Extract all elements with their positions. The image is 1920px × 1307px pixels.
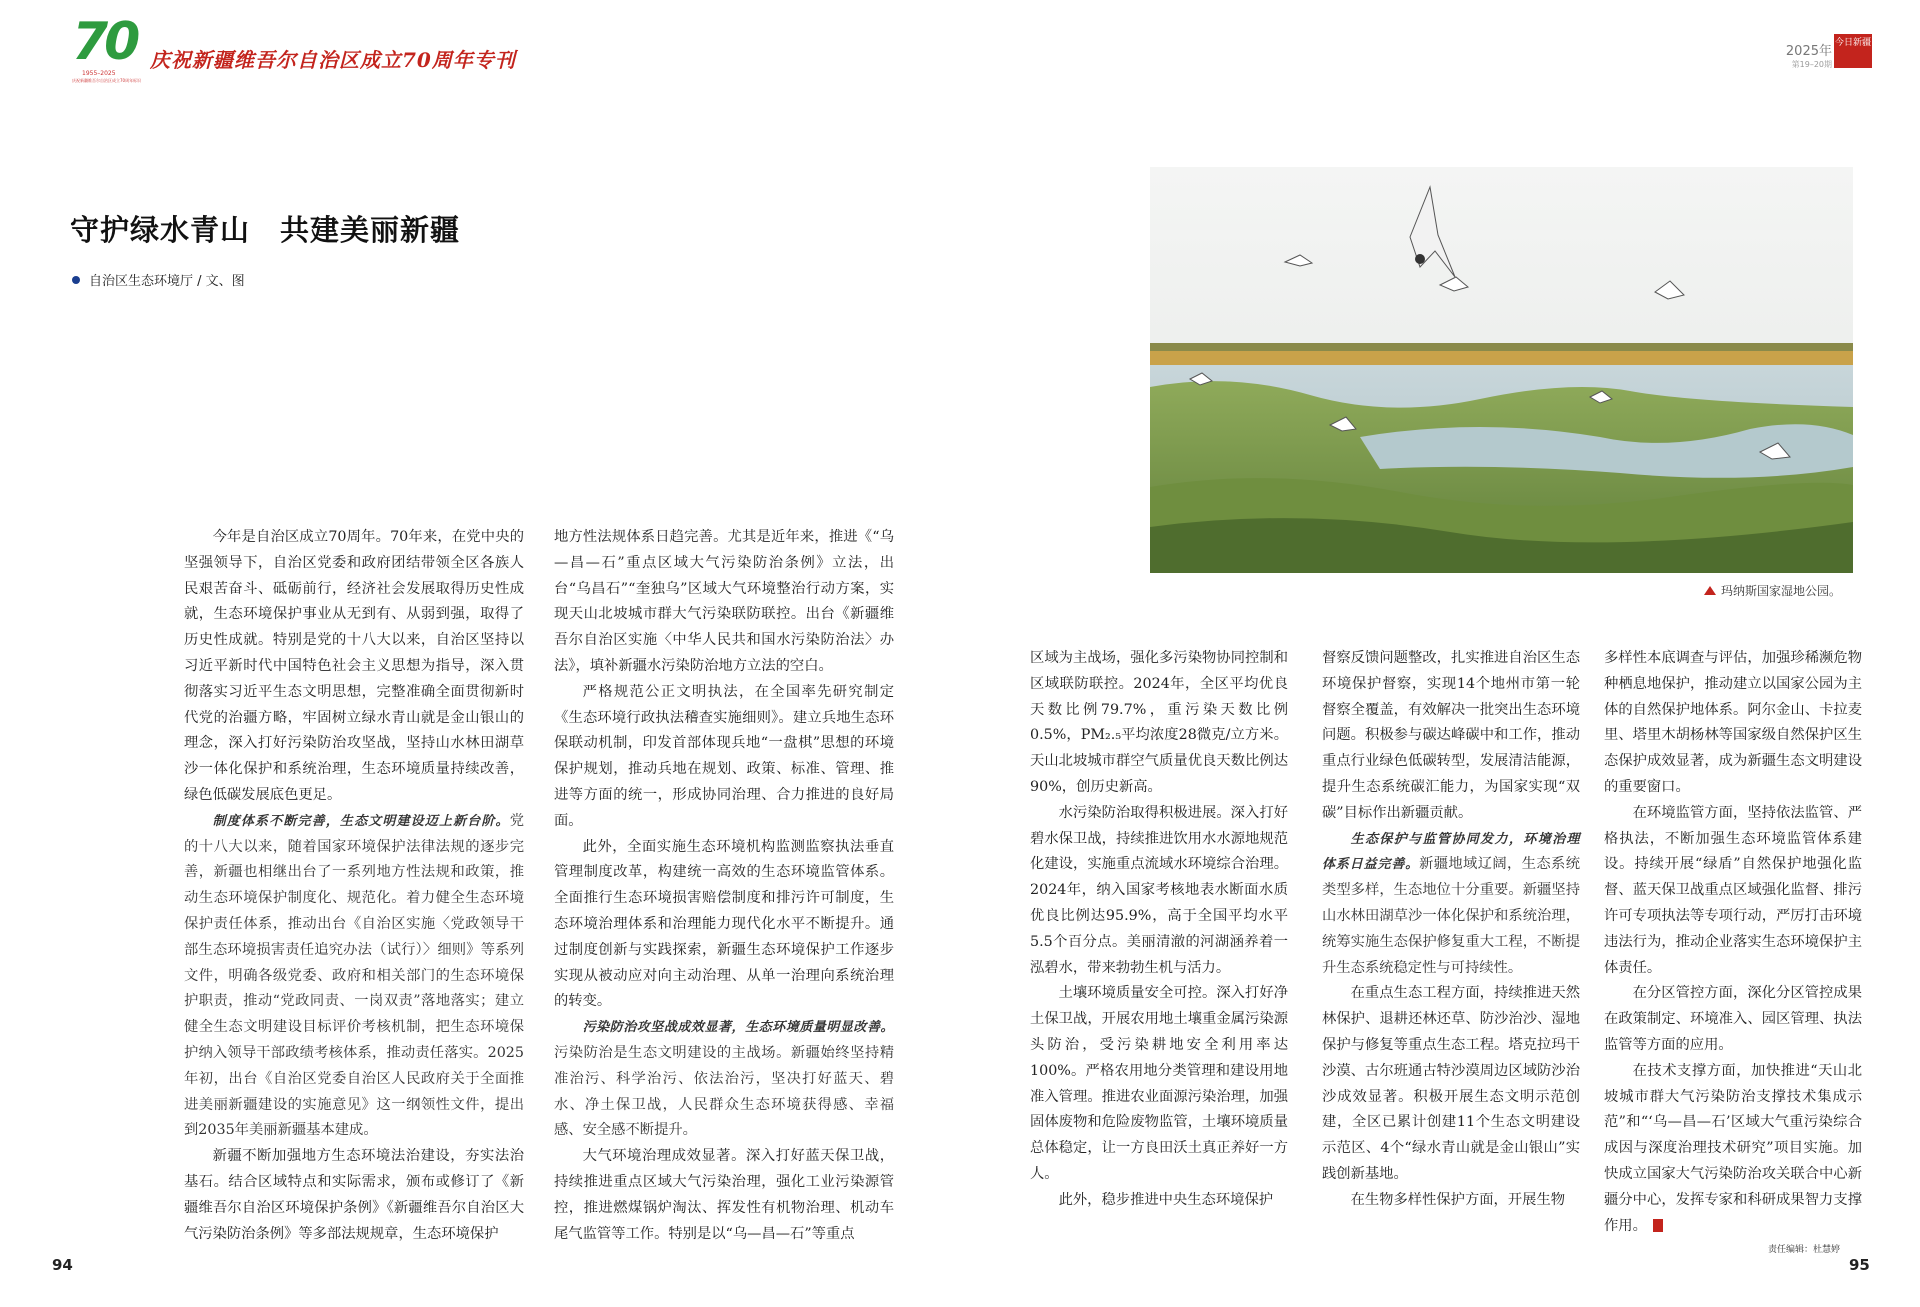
paragraph	[1604, 1059, 1862, 1240]
paragraph-text: 督察反馈问题整改，扎实推进自治区生态环境保护督察，实现14个地州市第一轮督察全覆盖，有效解决一批突出生态环境问题。积极参与碳达峰碳中和工作，推动重点行业绿色低碳转型，发展清洁能源，提升生态系统碳汇能力，为国家实现“双碳”目标作出新疆贡献。	[1322, 650, 1580, 821]
section-subheading: 生态保护与监管协同发力，环境治理体系日益完善。	[1322, 831, 1580, 873]
paragraph	[1030, 801, 1288, 982]
paragraph	[184, 525, 524, 809]
paragraph-text: 土壤环境质量安全可控。深入打好净土保卫战，开展农用地土壤重金属污染源头防治，受污染耕地安全利用率达100%。严格农用地分类管理和建设用地准入管理。推进农业面源污染治理，加强固体废物和危险废物监管，土壤环境质量总体稳定，让一方良田沃土真正养好一方人。	[1030, 985, 1288, 1182]
paragraph	[1030, 981, 1288, 1187]
page-number-left: 94	[52, 1256, 73, 1274]
photo-caption-text: 玛纳斯国家湿地公园。	[1721, 584, 1842, 598]
paragraph	[554, 835, 894, 1016]
photo-caption	[1704, 582, 1841, 599]
paragraph	[1322, 981, 1580, 1187]
text-column-5	[1604, 646, 1862, 1239]
paragraph-text: 新疆地域辽阔，生态系统类型多样，生态地位十分重要。新疆坚持山水林田湖草沙一体化保护和系统治理，统筹实施生态保护修复重大工程，不断提升生态系统稳定性与可持续性。	[1322, 856, 1580, 976]
paragraph	[1322, 1188, 1580, 1214]
logo-years: 1955–2025	[82, 70, 116, 77]
paragraph	[1322, 827, 1580, 982]
logo-number: 70	[72, 12, 137, 72]
responsible-editor: 责任编辑：杜慧婷	[1768, 1245, 1841, 1255]
logo-caption: 庆祝新疆维吾尔自治区成立70周年标识	[72, 78, 142, 83]
paragraph-text: 严格规范公正文明执法，在全国率先研究制定《生态环境行政执法稽查实施细则》。建立兵地生态环保联动机制，印发首部体现兵地“一盘棋”思想的环境保护规划，推动兵地在规划、政策、标准、管理、推进等方面的统一，形成协同治理、合力推进的良好局面。	[554, 683, 894, 829]
paragraph-text: 今年是自治区成立70周年。70年来，在党中央的坚强领导下，自治区党委和政府团结带领全区各族人民艰苦奋斗、砥砺前行，经济社会发展取得历史性成就，生态环境保护事业从无到有、从弱到强，取得了历史性成就。特别是党的十八大以来，自治区坚持以习近平新时代中国特色社会主义思想为指导，深入贯彻落实习近平生态文明思想，完整准确全面贯彻新时代党的治疆方略，牢固树立绿水青山就是金山银山的理念，深入打好污染防治攻坚战，坚持山水林田湖草沙一体化保护和系统治理，生态环境质量持续改善，绿色低碳发展底色更足。	[184, 529, 524, 803]
text-column-1	[184, 525, 524, 1247]
paragraph	[184, 809, 524, 1144]
paragraph-text: 在技术支撑方面，加快推进“天山北坡城市群大气污染防治支撑技术集成示范”和“‘乌—昌—石’区域大气重污染综合成因与深度治理技术研究”项目实施。加快成立国家大气污染防治攻关联合中心新疆分中心，发挥专家和科研成果智力支撑作用。	[1604, 1062, 1862, 1234]
article-title: 守护绿水青山 共建美丽新疆	[70, 213, 461, 247]
paragraph-text: 区域为主战场，强化多污染物协同控制和区域联防联控。2024年，全区平均优良天数比例79.7%，重污染天数比例0.5%，PM₂.₅平均浓度28微克/立方米。天山北坡城市群空气质量优良天数比例达90%，创历史新高。	[1030, 650, 1288, 795]
paragraph	[1030, 646, 1288, 801]
bullet-icon	[72, 276, 80, 284]
paragraph-text: 水污染防治取得积极进展。深入打好碧水保卫战，持续推进饮用水水源地规范化建设，实施重点流域水环境综合治理。2024年，纳入国家考核地表水断面水质优良比例达95.9%，高于全国平均水平5.5个百分点。美丽清澈的河湖涵养着一泓碧水，带来勃勃生机与活力。	[1030, 804, 1288, 976]
paragraph	[1604, 981, 1862, 1058]
paragraph	[554, 1144, 894, 1247]
issue-volume: 第19–20期	[1791, 60, 1832, 69]
text-column-3	[1030, 646, 1288, 1214]
byline	[72, 270, 245, 289]
paragraph	[1604, 646, 1862, 801]
paragraph-text: 地方性法规体系日趋完善。尤其是近年来，推进《“乌—昌—石”重点区域大气污染防治条例》立法，出台“乌昌石”“奎独乌”区域大气环境整治行动方案，实现天山北坡城市群大气污染联防联控。出台《新疆维吾尔自治区实施〈中华人民共和国水污染防治法〉办法》，填补新疆水污染防治地方立法的空白。	[554, 529, 894, 674]
masthead: 庆祝新疆维吾尔自治区成立70周年专刊	[150, 48, 516, 72]
paragraph-text: 大气环境治理成效显著。深入打好蓝天保卫战，持续推进重点区域大气污染治理，强化工业污染源管控，推进燃煤锅炉淘汰、挥发性有机物治理、机动车尾气监管等工作。特别是以“乌—昌—石”等重点	[554, 1148, 894, 1242]
paragraph	[184, 1144, 524, 1247]
paragraph-text: 在环境监管方面，坚持依法监管、严格执法，不断加强生态环境监管体系建设。持续开展“绿盾”自然保护地强化监督、蓝天保卫战重点区域强化监督、排污许可专项执法等专项行动，严厉打击环境违法行为，推动企业落实生态环境保护主体责任。	[1604, 804, 1862, 976]
paragraph-text: 在生物多样性保护方面，开展生物	[1350, 1191, 1566, 1208]
paragraph	[1604, 801, 1862, 982]
paragraph-text: 在重点生态工程方面，持续推进天然林保护、退耕还林还草、防沙治沙、湿地保护与修复等重点生态工程。塔克拉玛干沙漠、古尔班通古特沙漠周边区域防沙治沙成效显著。积极开展生态文明示范创建，全区已累计创建11个生态文明建设示范区、4个“绿水青山就是金山银山”实践创新基地。	[1322, 985, 1580, 1182]
paragraph-text: 污染防治是生态文明建设的主战场。新疆始终坚持精准治污、科学治污、依法治污，坚决打好蓝天、碧水、净土保卫战，人民群众生态环境获得感、幸福感、安全感不断提升。	[554, 1044, 894, 1139]
byline-text: 自治区生态环境厅 / 文、图	[89, 274, 245, 289]
page-number-right: 95	[1849, 1256, 1870, 1274]
paragraph-text: 新疆不断加强地方生态环境法治建设，夯实法治基石。结合区域特点和实际需求，颁布或修订了《新疆维吾尔自治区环境保护条例》《新疆维吾尔自治区大气污染防治条例》等多部法规规章，生态环境保护	[184, 1148, 524, 1242]
paragraph	[554, 525, 894, 680]
paragraph-text: 党的十八大以来，随着国家环境保护法律法规的逐步完善，新疆也相继出台了一系列地方性法规和政策，推动生态环境保护制度化、规范化。着力健全生态环境保护责任体系，推动出台《自治区实施〈党政领导干部生态环境损害责任追究办法（试行）〉细则》等系列文件，明确各级党委、政府和相关部门的生态环境保护职责，推动“党政同责、一岗双责”落地落实；建立健全生态文明建设目标评价考核机制，把生态环境保护纳入领导干部政绩考核体系，推动责任落实。2025年初，出台《自治区党委自治区人民政府关于全面推进美丽新疆建设的实施意见》这一纲领性文件，提出到2035年美丽新疆基本建成。	[184, 812, 524, 1139]
caption-triangle-icon	[1704, 586, 1716, 595]
paragraph	[1030, 1188, 1288, 1214]
anniversary-logo	[72, 12, 144, 83]
section-subheading: 污染防治攻坚战成效显著，生态环境质量明显改善。	[582, 1020, 894, 1036]
paragraph-text: 此外，全面实施生态环境机构监测监察执法垂直管理制度改革，构建统一高效的生态环境监管体系。全面推行生态环境损害赔偿制度和排污许可制度，生态环境治理体系和治理能力现代化水平不断提升。通过制度创新与实践探索，新疆生态环境保护工作逐步实现从被动应对向主动治理、从单一治理向系统治理的转变。	[554, 838, 894, 1010]
brand-badge: 今日新疆	[1834, 34, 1872, 68]
text-column-4	[1322, 646, 1580, 1214]
text-column-2	[554, 525, 894, 1247]
section-subheading: 制度体系不断完善，生态文明建设迈上新台阶。	[212, 813, 510, 829]
issue-year: 2025年	[1785, 44, 1832, 59]
paragraph-text: 多样性本底调查与评估，加强珍稀濒危物种栖息地保护，推动建立以国家公园为主体的自然保护地体系。阿尔金山、卡拉麦里、塔里木胡杨林等国家级自然保护区生态保护成效显著，成为新疆生态文明建设的重要窗口。	[1604, 650, 1862, 795]
article-end-icon	[1653, 1219, 1663, 1232]
paragraph-text: 此外，稳步推进中央生态环境保护	[1058, 1191, 1274, 1208]
paragraph	[554, 680, 894, 835]
issue-info	[1786, 40, 1832, 70]
paragraph	[1322, 646, 1580, 827]
paragraph-text: 在分区管控方面，深化分区管控成果在政策制定、环境准入、园区管理、执法监管等方面的应用。	[1604, 985, 1862, 1053]
wetland-photo	[1150, 167, 1853, 573]
paragraph	[554, 1015, 894, 1144]
